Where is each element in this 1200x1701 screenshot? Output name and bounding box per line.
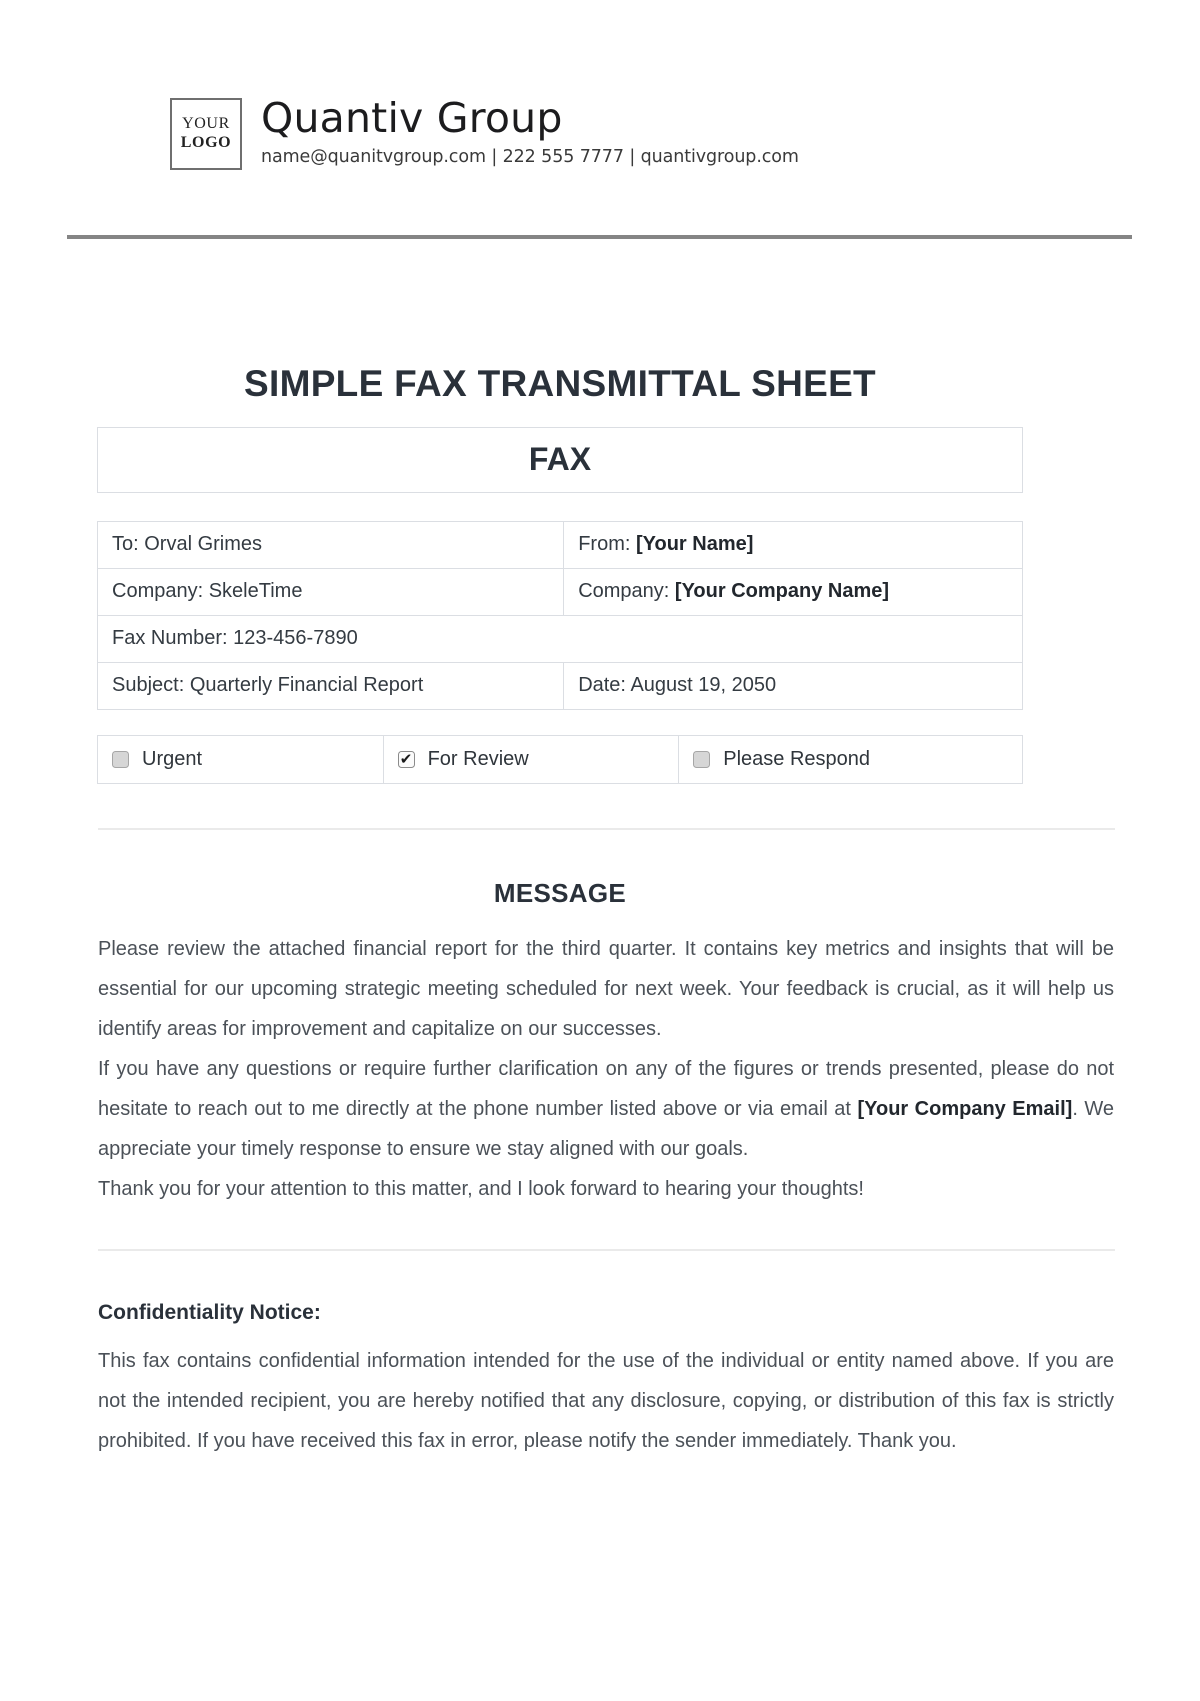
checkbox-label: For Review <box>427 748 529 770</box>
field-value: SkeleTime <box>208 580 303 602</box>
message-paragraph: Please review the attached financial report for the third quarter. It contains key metrics and insights that will be essential for our upcoming strategic meeting scheduled for next week. Your feedback is crucial, as it will help us identify areas for improvement and capitalize on our successes. <box>98 938 1114 1040</box>
urgent-checkbox[interactable] <box>112 751 129 768</box>
brand-block <box>261 96 799 167</box>
page-title: SIMPLE FAX TRANSMITTAL SHEET <box>244 363 876 404</box>
checkbox-label: Urgent <box>142 748 203 770</box>
checkbox-option-for-review[interactable] <box>383 736 679 783</box>
checkbox-label: Please Respond <box>723 748 871 770</box>
field-value: 123-456-7890 <box>233 627 358 649</box>
message-paragraph: Thank you for your attention to this matter, and I look forward to hearing your thoughts! <box>98 1178 864 1200</box>
field-value: August 19, 2050 <box>630 674 777 696</box>
field-value: Quarterly Financial Report <box>189 674 424 696</box>
letterhead <box>0 0 1200 170</box>
please-respond-checkbox[interactable] <box>693 751 710 768</box>
logo-placeholder <box>170 98 242 170</box>
field-fax-number <box>98 616 1023 663</box>
field-value-placeholder: [Your Company Name] <box>674 580 890 602</box>
table-row <box>98 522 1023 569</box>
field-label: To: <box>112 533 139 555</box>
message-paragraph <box>98 1049 1114 1169</box>
message-body <box>98 929 1114 1209</box>
field-label: Fax Number: <box>112 627 228 649</box>
field-date <box>564 663 1023 710</box>
confidentiality-body <box>98 1341 1114 1461</box>
field-subject <box>98 663 564 710</box>
field-to <box>98 522 564 569</box>
logo-text-logo: LOGO <box>180 134 232 151</box>
message-heading: MESSAGE <box>493 878 627 908</box>
section-divider <box>98 828 1115 830</box>
field-value: Orval Grimes <box>144 533 263 555</box>
table-row <box>98 569 1023 616</box>
field-label: From: <box>578 533 631 555</box>
checkbox-option-urgent[interactable] <box>98 736 383 783</box>
checkbox-row <box>97 735 1023 784</box>
company-email-placeholder: [Your Company Email] <box>857 1098 1073 1120</box>
field-label: Company: <box>112 580 204 602</box>
message-text: If you have any questions or require further clarification on any of the figures or trends presented, please do not hesitate to reach out to me directly at the phone number listed above or via email at <box>98 1058 1114 1120</box>
section-divider <box>98 1249 1115 1251</box>
table-row <box>98 663 1023 710</box>
field-label: Subject: <box>112 674 185 696</box>
field-label: Company: <box>578 580 670 602</box>
logo-text-your: YOUR <box>182 115 230 133</box>
field-company-to <box>98 569 564 616</box>
confidentiality-heading: Confidentiality Notice: <box>98 1301 321 1324</box>
message-text: . We appreciate your timely response to ensure we stay aligned with our goals. <box>98 1098 1114 1160</box>
company-name: Quantiv Group <box>261 94 563 142</box>
field-company-from <box>564 569 1023 616</box>
fax-banner: FAX <box>97 427 1023 493</box>
checkbox-option-please-respond[interactable] <box>678 736 1022 783</box>
confidentiality-paragraph: This fax contains confidential information intended for the use of the individual or entity named above. If you are not the intended recipient, you are hereby notified that any disclosure, copying, or distribution of this fax is strictly prohibited. If you have received this fax in error, please notify the sender immediately. Thank you. <box>98 1350 1114 1452</box>
field-value-placeholder: [Your Name] <box>635 533 754 555</box>
field-label: Date: <box>578 674 626 696</box>
header-divider <box>67 235 1132 239</box>
table-row <box>98 616 1023 663</box>
field-from <box>564 522 1023 569</box>
fax-details-table <box>97 521 1023 710</box>
for-review-checkbox[interactable] <box>398 751 415 768</box>
contact-line: name@quanitvgroup.com | 222 555 7777 | quantivgroup.com <box>261 146 799 167</box>
